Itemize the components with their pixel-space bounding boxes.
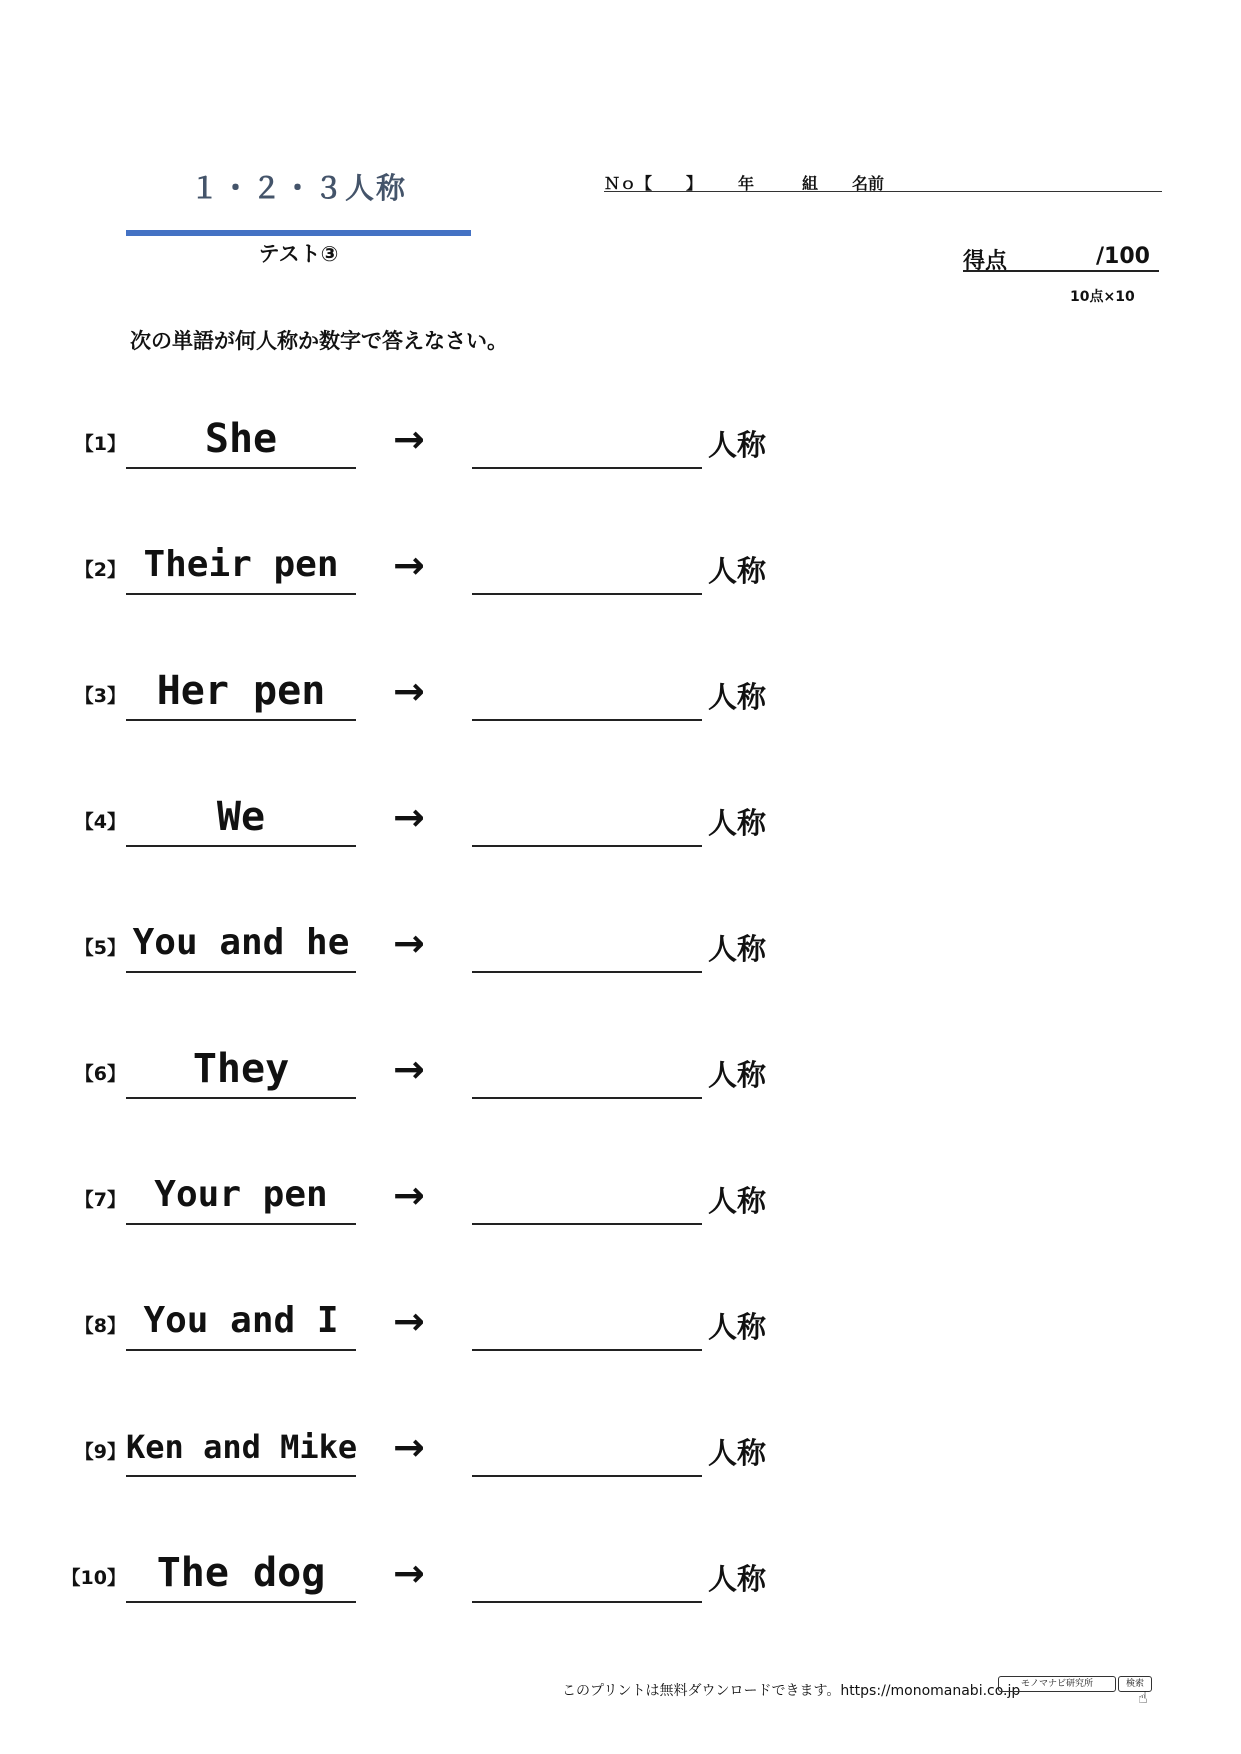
question-word: Ken and Mike xyxy=(126,1419,356,1477)
person-suffix: 人称 xyxy=(708,932,767,966)
question-row xyxy=(0,789,1241,849)
answer-blank[interactable] xyxy=(472,1419,702,1477)
question-number: 【1】 xyxy=(74,433,126,455)
question-row xyxy=(0,663,1241,723)
right-arrow-icon: → xyxy=(393,417,425,461)
person-suffix: 人称 xyxy=(708,680,767,714)
person-suffix: 人称 xyxy=(708,806,767,840)
question-number: 【4】 xyxy=(74,811,126,833)
question-word: They xyxy=(126,1041,356,1099)
question-number: 【8】 xyxy=(74,1315,126,1337)
question-word: We xyxy=(126,789,356,847)
person-suffix: 人称 xyxy=(708,1562,767,1596)
answer-blank[interactable] xyxy=(472,915,702,973)
question-word: She xyxy=(126,411,356,469)
question-word: Her pen xyxy=(126,663,356,721)
question-row xyxy=(0,1293,1241,1353)
answer-blank[interactable] xyxy=(472,411,702,469)
score-total: /100 xyxy=(1096,244,1150,269)
question-number: 【6】 xyxy=(74,1063,126,1085)
answer-blank[interactable] xyxy=(472,663,702,721)
worksheet-title: １・２・３人称 xyxy=(189,171,407,205)
answer-blank[interactable] xyxy=(472,1293,702,1351)
points-note: 10点×10 xyxy=(1070,289,1135,305)
hand-pointer-icon: ☝ xyxy=(1138,1688,1148,1707)
person-suffix: 人称 xyxy=(708,1310,767,1344)
answer-blank[interactable] xyxy=(472,1545,702,1603)
right-arrow-icon: → xyxy=(393,1551,425,1595)
question-number: 【7】 xyxy=(74,1189,126,1211)
right-arrow-icon: → xyxy=(393,1425,425,1469)
answer-blank[interactable] xyxy=(472,789,702,847)
question-word: Their pen xyxy=(126,537,356,595)
person-suffix: 人称 xyxy=(708,1184,767,1218)
question-number: 【3】 xyxy=(74,685,126,707)
question-row xyxy=(0,915,1241,975)
answer-blank[interactable] xyxy=(472,1041,702,1099)
question-row xyxy=(0,1167,1241,1227)
right-arrow-icon: → xyxy=(393,1047,425,1091)
person-suffix: 人称 xyxy=(708,1058,767,1092)
question-word: Your pen xyxy=(126,1167,356,1225)
score-label: 得点 xyxy=(963,249,1008,274)
no-close-bracket: 】 xyxy=(686,174,703,193)
title-underline xyxy=(126,230,471,236)
class-label: 組 xyxy=(802,174,819,193)
answer-blank[interactable] xyxy=(472,1167,702,1225)
question-row xyxy=(0,1545,1241,1605)
year-label: 年 xyxy=(738,174,755,193)
footer-search-box: モノマナビ研究所 xyxy=(998,1676,1116,1692)
right-arrow-icon: → xyxy=(393,795,425,839)
instruction-text: 次の単語が何人称か数字で答えなさい。 xyxy=(130,329,508,353)
answer-blank[interactable] xyxy=(472,537,702,595)
question-word: You and he xyxy=(126,915,356,973)
person-suffix: 人称 xyxy=(708,1436,767,1470)
score-field xyxy=(963,244,1159,272)
person-suffix: 人称 xyxy=(708,428,767,462)
worksheet-subtitle: テスト③ xyxy=(258,242,339,266)
question-row xyxy=(0,1419,1241,1479)
question-row xyxy=(0,411,1241,471)
right-arrow-icon: → xyxy=(393,669,425,713)
question-row xyxy=(0,537,1241,597)
question-number: 【2】 xyxy=(74,559,126,581)
question-number: 【10】 xyxy=(61,1567,126,1589)
question-row xyxy=(0,1041,1241,1101)
right-arrow-icon: → xyxy=(393,543,425,587)
person-suffix: 人称 xyxy=(708,554,767,588)
footer-text: このプリントは無料ダウンロードできます。https://monomanabi.co.jp xyxy=(562,1683,1021,1699)
name-label: 名前 xyxy=(852,174,885,193)
question-word: The dog xyxy=(126,1545,356,1603)
question-number: 【5】 xyxy=(74,937,126,959)
right-arrow-icon: → xyxy=(393,1173,425,1217)
no-label: Ｎｏ【 xyxy=(604,174,653,193)
right-arrow-icon: → xyxy=(393,921,425,965)
footer-search-button: 検索 xyxy=(1118,1676,1152,1692)
question-number: 【9】 xyxy=(74,1441,126,1463)
right-arrow-icon: → xyxy=(393,1299,425,1343)
question-word: You and I xyxy=(126,1293,356,1351)
student-info-row xyxy=(604,171,1162,192)
